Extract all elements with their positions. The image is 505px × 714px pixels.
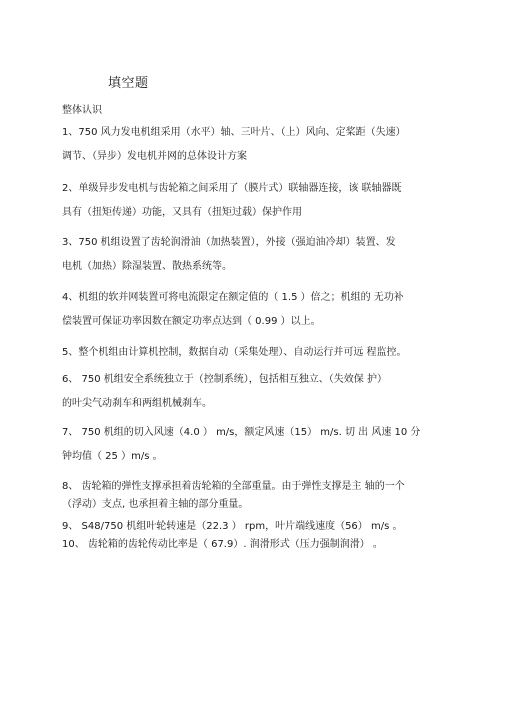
- question-line: 4、机组的软并网装置可将电流限定在额定值的（ 1.5 ）倍之；机组的 无功补: [62, 292, 404, 303]
- question-8: [62, 480, 452, 512]
- question-line: 8、 齿轮箱的弹性支撑承担着齿轮箱的全部重量。由于弹性支撑是主 轴的一个: [62, 481, 405, 492]
- question-line: 具有（扭矩传递）功能，又具有（扭矩过载）保护作用: [62, 207, 302, 218]
- question-line: 5、整个机组由计算机控制，数据自动（采集处理）、自动运行并可远 程监控。: [62, 347, 407, 358]
- question-5: [62, 346, 452, 360]
- question-3: [62, 236, 452, 274]
- question-line: 电机（加热）除湿装置、散热系统等。: [62, 261, 232, 272]
- question-7: [62, 426, 452, 464]
- question-1: [62, 126, 452, 164]
- question-line: 调节、（异步）发电机并网的总体设计方案: [62, 151, 247, 162]
- page-title: 填空题: [108, 76, 149, 91]
- question-line: 3、750 机组设置了齿轮润滑油（加热装置），外接（强迫油冷却）装置、发: [62, 237, 396, 248]
- question-line: 9、 S48/750 机组叶轮转速是（22.3 ） rpm，叶片端线速度（56） m/s 。: [62, 521, 403, 532]
- question-line: 偿装置可保证功率因数在额定功率点达到（ 0.99 ）以上。: [62, 316, 321, 327]
- question-9: [62, 520, 452, 534]
- question-line: 7、 750 机组的切入风速（4.0 ） m/s，额定风速（15） m/s. 切 出 风速 10 分: [62, 427, 421, 438]
- question-line: 10、 齿轮箱的齿轮传动比率是（ 67.9）. 润滑形式（压力强制润滑） 。: [62, 539, 383, 550]
- question-6: [62, 373, 452, 411]
- question-10: [62, 538, 452, 552]
- question-2: [62, 182, 452, 220]
- question-4: [62, 291, 452, 329]
- question-line: 6、 750 机组安全系统独立于（控制系统），包括相互独立、（失效保 护）: [62, 374, 387, 385]
- question-line: 钟均值（ 25 ）m/s 。: [62, 451, 163, 462]
- question-line: 的叶尖气动刹车和两组机械刹车。: [62, 398, 212, 409]
- section-heading: 整体认识: [62, 105, 102, 116]
- question-line: 2、单级异步发电机与齿轮箱之间采用了（膜片式）联轴器连接，该 联轴器既: [62, 183, 402, 194]
- question-line: 1、750 风力发电机组采用（水平）轴、三叶片、（上）风向、定桨距（失速）: [62, 127, 406, 138]
- question-line: （浮动）支点, 也承担着主轴的部分重量。: [62, 499, 249, 510]
